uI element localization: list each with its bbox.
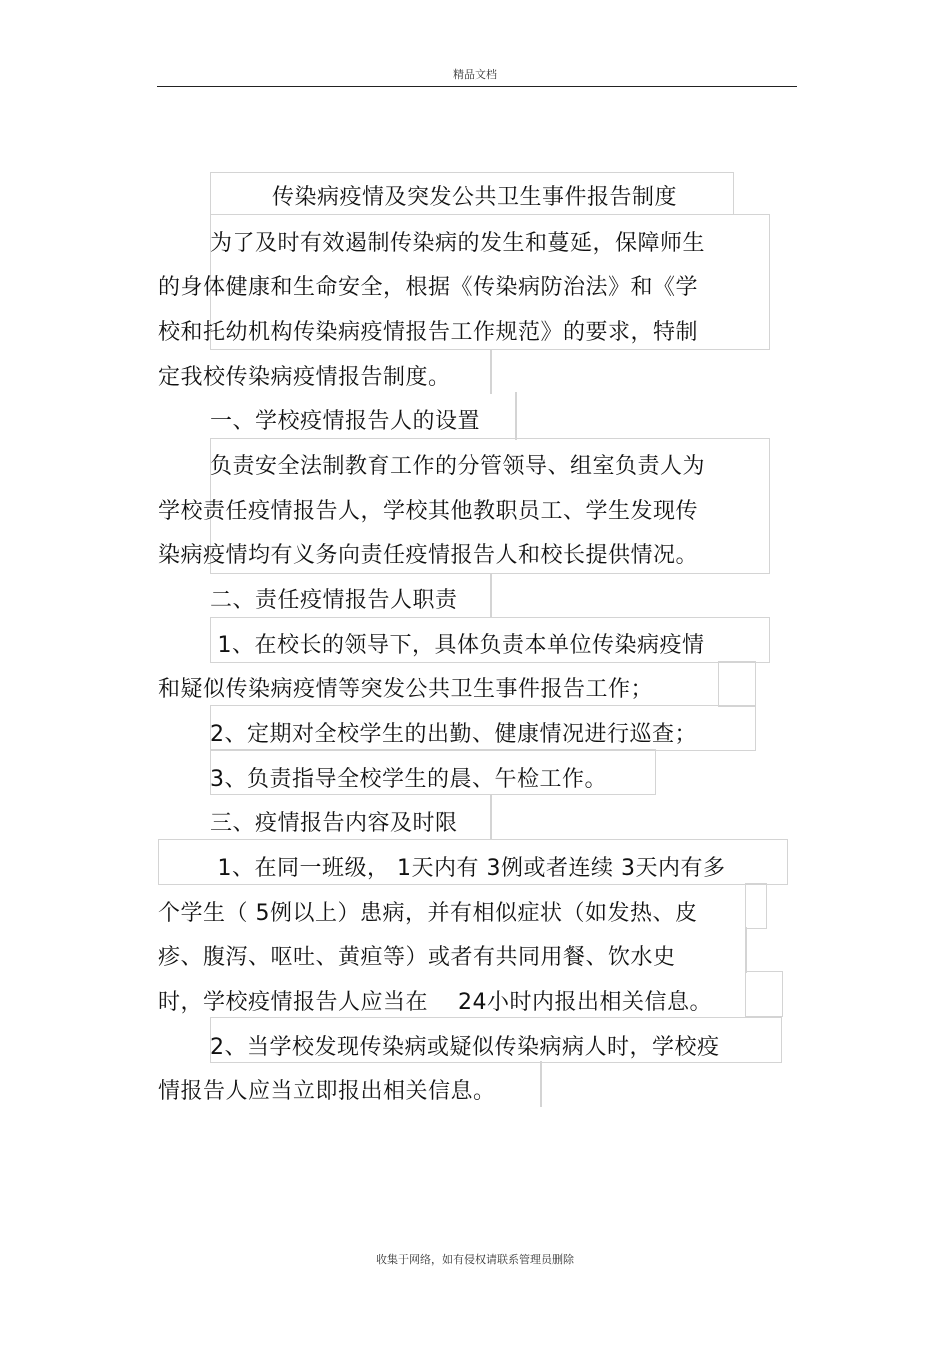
layout-box bbox=[745, 927, 747, 973]
layout-box bbox=[490, 574, 492, 618]
layout-box bbox=[540, 1061, 542, 1107]
section-heading: 一、学校疫情报告人的设置 bbox=[210, 409, 481, 434]
paragraph-line: 染病疫情均有义务向责任疫情报告人和校长提供情况。 bbox=[158, 543, 699, 568]
paragraph-line: 的身体健康和生命安全，根据《传染病防治法》和《学 bbox=[158, 275, 699, 300]
list-item-continuation: 情报告人应当立即报出相关信息。 bbox=[158, 1079, 496, 1104]
layout-box bbox=[745, 883, 767, 929]
layout-box bbox=[718, 661, 756, 707]
layout-box bbox=[515, 392, 517, 440]
paragraph-line: 负责安全法制教育工作的分管领导、组室负责人为 bbox=[210, 454, 706, 479]
list-item-continuation: 疹、腹泻、呕吐、黄疸等）或者有共同用餐、饮水史 bbox=[158, 945, 676, 970]
layout-box bbox=[490, 350, 492, 394]
list-item: 3、负责指导全校学生的晨、午检工作。 bbox=[210, 767, 607, 792]
list-item: 2、当学校发现传染病或疑似传染病病人时，学校疫 bbox=[210, 1035, 720, 1060]
list-item: 1、在校长的领导下，具体负责本单位传染病疫情 bbox=[210, 633, 705, 658]
section-heading: 三、疫情报告内容及时限 bbox=[210, 811, 458, 836]
page-header-label: 精品文档 bbox=[453, 68, 497, 81]
page-footer-label: 收集于网络，如有侵权请联系管理员删除 bbox=[376, 1253, 574, 1266]
paragraph-line: 校和托幼机构传染病疫情报告工作规范》的要求，特制 bbox=[158, 320, 699, 345]
paragraph-line: 定我校传染病疫情报告制度。 bbox=[158, 365, 451, 390]
header-divider bbox=[157, 86, 797, 87]
list-item: 1、在同一班级， 1天内有 3例或者连续 3天内有多 bbox=[210, 856, 726, 881]
list-item-continuation: 个学生（ 5例以上）患病，并有相似症状（如发热、皮 bbox=[158, 901, 698, 926]
document-title: 传染病疫情及突发公共卫生事件报告制度 bbox=[272, 185, 678, 210]
paragraph-line: 学校责任疫情报告人，学校其他教职员工、学生发现传 bbox=[158, 499, 699, 524]
layout-box bbox=[745, 971, 783, 1017]
list-item-continuation: 和疑似传染病疫情等突发公共卫生事件报告工作； bbox=[158, 677, 654, 702]
section-heading: 二、责任疫情报告人职责 bbox=[210, 588, 458, 613]
list-item: 2、定期对全校学生的出勤、健康情况进行巡查； bbox=[210, 722, 697, 747]
layout-box bbox=[490, 795, 492, 839]
list-item-continuation: 时，学校疫情报告人应当在 24小时内报出相关信息。 bbox=[158, 990, 712, 1015]
paragraph-line: 为了及时有效遏制传染病的发生和蔓延，保障师生 bbox=[210, 231, 706, 256]
